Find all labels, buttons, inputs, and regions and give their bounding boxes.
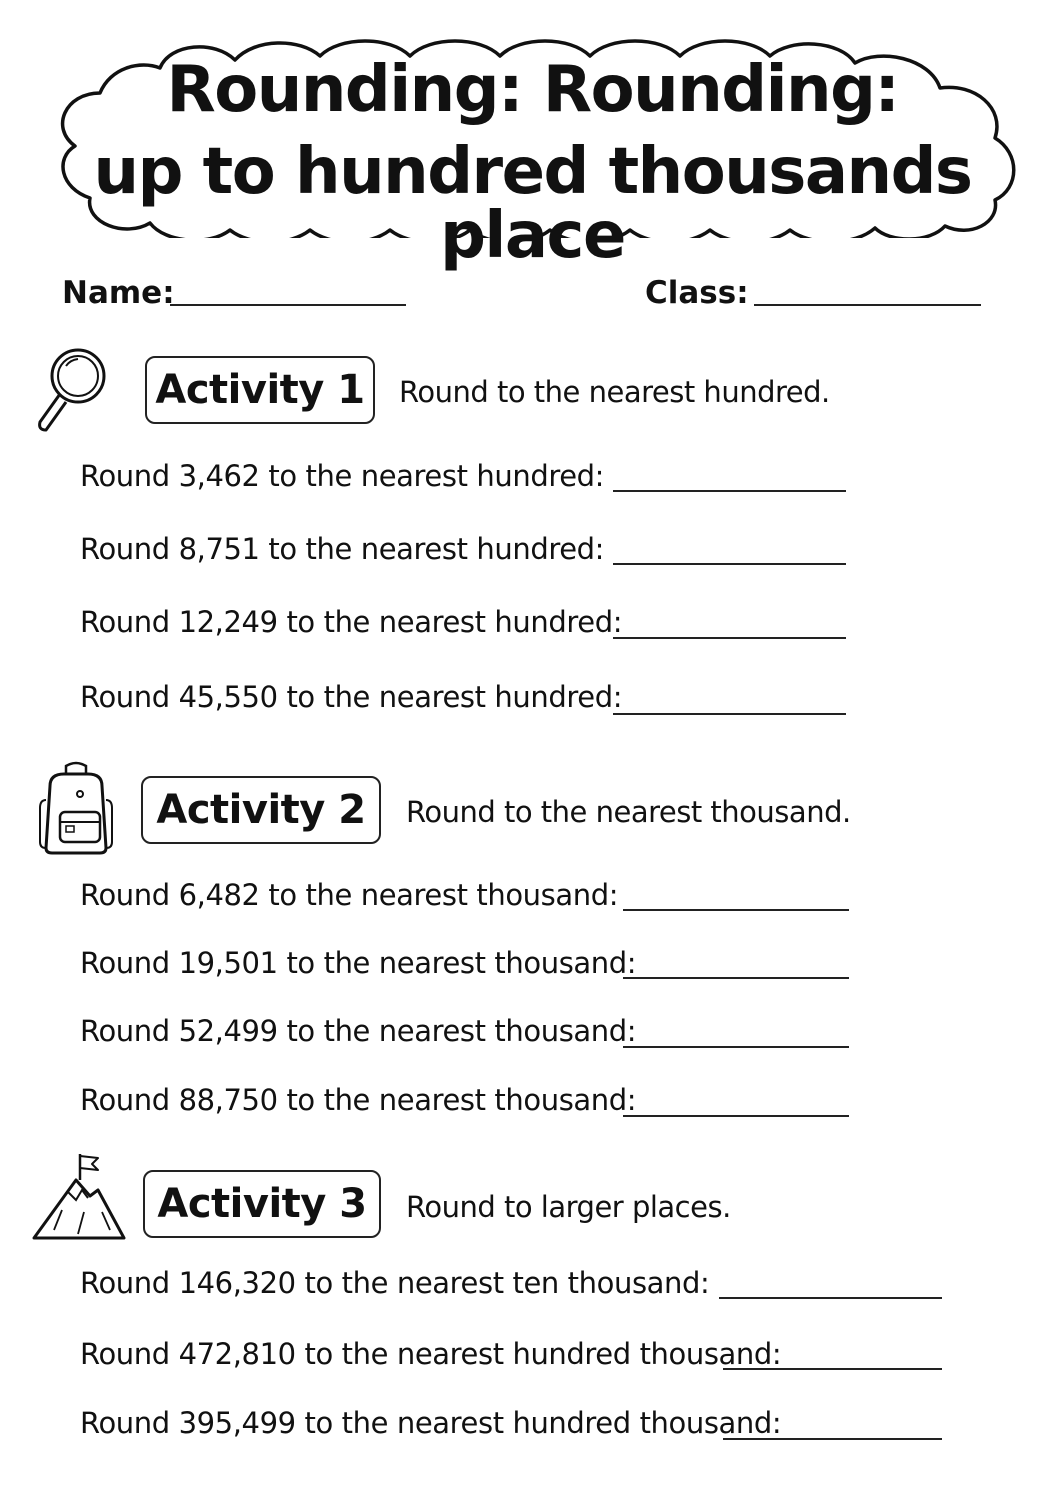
answer-line[interactable]: [613, 490, 846, 492]
question-text: Round 45,550 to the nearest hundred:: [80, 680, 623, 714]
question-text: Round 52,499 to the nearest thousand:: [80, 1014, 637, 1048]
answer-line[interactable]: [623, 1046, 849, 1048]
question-text: Round 146,320 to the nearest ten thousand:: [80, 1266, 710, 1300]
page-title-line1: Rounding: Rounding:: [166, 53, 899, 127]
answer-line[interactable]: [719, 1297, 942, 1299]
activity-2-instruction: Round to the nearest thousand.: [406, 795, 851, 829]
class-label: Class:: [645, 275, 749, 311]
magnifying-glass-icon: [32, 340, 116, 436]
backpack-icon: [36, 760, 116, 856]
page-title-line2: up to hundred thousands place: [93, 135, 972, 273]
mountain-flag-icon: [32, 1150, 126, 1242]
answer-line[interactable]: [723, 1438, 942, 1440]
question-text: Round 3,462 to the nearest hundred:: [80, 459, 605, 493]
activity-1-instruction: Round to the nearest hundred.: [399, 375, 830, 409]
question-text: Round 88,750 to the nearest thousand:: [80, 1083, 637, 1117]
answer-line[interactable]: [613, 713, 846, 715]
activity-1-label: Activity 1: [145, 356, 375, 424]
answer-line[interactable]: [723, 1368, 942, 1370]
name-label: Name:: [62, 275, 175, 311]
question-text: Round 12,249 to the nearest hundred:: [80, 605, 623, 639]
name-input-line[interactable]: [170, 304, 406, 306]
answer-line[interactable]: [623, 1115, 849, 1117]
question-text: Round 395,499 to the nearest hundred thousand:: [80, 1406, 782, 1440]
question-text: Round 472,810 to the nearest hundred thousand:: [80, 1337, 782, 1371]
answer-line[interactable]: [613, 637, 846, 639]
activity-3-label: Activity 3: [143, 1170, 381, 1238]
answer-line[interactable]: [613, 563, 846, 565]
question-text: Round 8,751 to the nearest hundred:: [80, 532, 605, 566]
activity-2-label: Activity 2: [141, 776, 381, 844]
answer-line[interactable]: [623, 977, 849, 979]
activity-3-instruction: Round to larger places.: [406, 1190, 731, 1224]
question-text: Round 6,482 to the nearest thousand:: [80, 878, 619, 912]
class-input-line[interactable]: [754, 304, 981, 306]
question-text: Round 19,501 to the nearest thousand:: [80, 946, 637, 980]
answer-line[interactable]: [623, 909, 849, 911]
